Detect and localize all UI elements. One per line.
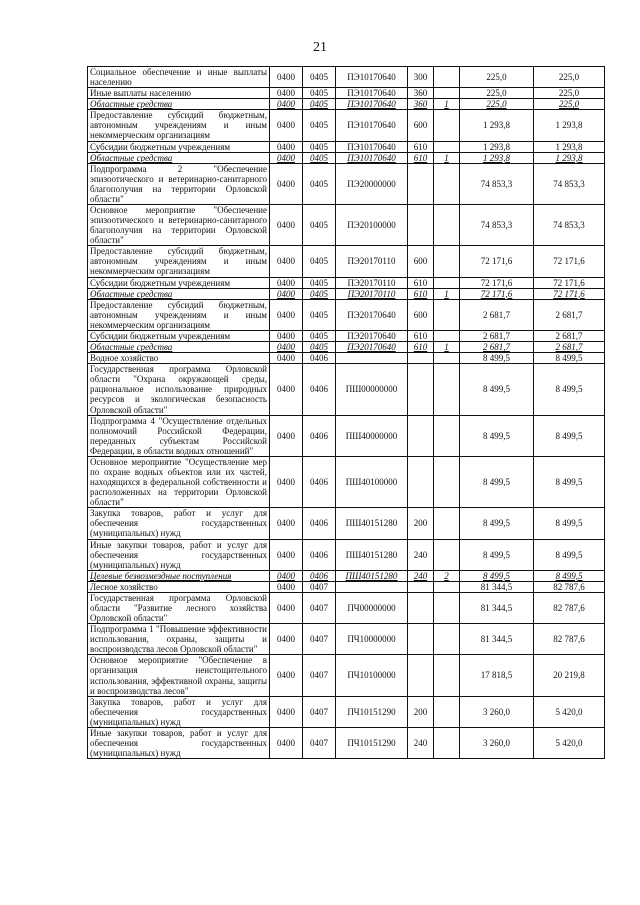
expense-type-cell: 610 <box>408 277 434 288</box>
expense-type-cell <box>408 655 434 696</box>
source-code-cell <box>434 364 460 415</box>
expense-type-cell: 360 <box>408 99 434 110</box>
source-code-cell <box>434 88 460 99</box>
table-row <box>88 330 605 341</box>
section-code-cell: 0400 <box>270 299 303 330</box>
section-code-cell: 0400 <box>270 727 303 758</box>
section-code-cell: 0400 <box>270 581 303 592</box>
row-name-cell: Иные выплаты населению <box>88 88 270 99</box>
amount-cell-1: 81 344,5 <box>460 624 534 655</box>
amount-cell-2: 5 420,0 <box>534 727 605 758</box>
amount-cell-2: 74 853,3 <box>534 163 605 204</box>
amount-cell-1: 74 853,3 <box>460 205 534 246</box>
target-article-cell: ПЭ10170640 <box>336 110 408 141</box>
table-row <box>88 299 605 330</box>
amount-cell-1: 72 171,6 <box>460 277 534 288</box>
section-code-cell: 0400 <box>270 456 303 507</box>
source-code-cell <box>434 246 460 277</box>
subsection-code-cell: 0406 <box>303 539 336 570</box>
section-code-cell: 0400 <box>270 88 303 99</box>
section-code-cell: 0400 <box>270 67 303 88</box>
amount-cell-2: 1 293,8 <box>534 110 605 141</box>
amount-cell-1: 2 681,7 <box>460 299 534 330</box>
row-name-cell: Иные закупки товаров, работ и услуг для обеспечения государственных (муниципальных) нужд <box>88 727 270 758</box>
row-name-cell: Государственная программа Орловской области "Развитие лесного хозяйства Орловской области" <box>88 592 270 623</box>
section-code-cell: 0400 <box>270 277 303 288</box>
amount-cell-2: 82 787,6 <box>534 592 605 623</box>
subsection-code-cell: 0406 <box>303 353 336 364</box>
table-row <box>88 88 605 99</box>
source-code-cell <box>434 592 460 623</box>
expense-type-cell <box>408 415 434 456</box>
subsection-code-cell: 0407 <box>303 624 336 655</box>
row-name-cell: Подпрограмма 1 "Повышение эффективности использования, охраны, защиты и воспроизводства лесов Орловской области" <box>88 624 270 655</box>
amount-cell-1: 3 260,0 <box>460 696 534 727</box>
row-name-cell: Областные средства <box>88 288 270 299</box>
target-article-cell: ПЭ10170640 <box>336 152 408 163</box>
amount-cell-1: 1 293,8 <box>460 110 534 141</box>
amount-cell-1: 2 681,7 <box>460 330 534 341</box>
table-row <box>88 581 605 592</box>
section-code-cell: 0400 <box>270 152 303 163</box>
expense-type-cell: 240 <box>408 539 434 570</box>
table-row <box>88 592 605 623</box>
subsection-code-cell: 0406 <box>303 364 336 415</box>
expense-type-cell <box>408 581 434 592</box>
section-code-cell: 0400 <box>270 696 303 727</box>
expense-type-cell: 240 <box>408 570 434 581</box>
row-name-cell: Областные средства <box>88 152 270 163</box>
amount-cell-1: 72 171,6 <box>460 288 534 299</box>
target-article-cell <box>336 353 408 364</box>
amount-cell-1: 3 260,0 <box>460 727 534 758</box>
target-article-cell: ПЧ10100000 <box>336 655 408 696</box>
amount-cell-2: 8 499,5 <box>534 364 605 415</box>
source-code-cell <box>434 299 460 330</box>
table-row <box>88 570 605 581</box>
subsection-code-cell: 0407 <box>303 581 336 592</box>
target-article-cell: ПШ00000000 <box>336 364 408 415</box>
target-article-cell: ПЭ20100000 <box>336 205 408 246</box>
expense-type-cell <box>408 624 434 655</box>
row-name-cell: Подпрограмма 2 "Обеспечение эпизоотического и ветеринарно-санитарного благополучия на территории Орловской области" <box>88 163 270 204</box>
target-article-cell: ПШ40151280 <box>336 508 408 539</box>
amount-cell-1: 8 499,5 <box>460 353 534 364</box>
budget-table <box>87 66 605 759</box>
expense-type-cell <box>408 364 434 415</box>
amount-cell-2: 8 499,5 <box>534 570 605 581</box>
subsection-code-cell: 0405 <box>303 299 336 330</box>
expense-type-cell: 200 <box>408 696 434 727</box>
target-article-cell <box>336 581 408 592</box>
expense-type-cell: 610 <box>408 342 434 353</box>
table-row <box>88 141 605 152</box>
table-row <box>88 696 605 727</box>
expense-type-cell <box>408 353 434 364</box>
subsection-code-cell: 0407 <box>303 696 336 727</box>
source-code-cell <box>434 655 460 696</box>
section-code-cell: 0400 <box>270 364 303 415</box>
amount-cell-1: 225,0 <box>460 99 534 110</box>
target-article-cell: ПЭ20170110 <box>336 277 408 288</box>
row-name-cell: Водное хозяйство <box>88 353 270 364</box>
row-name-cell: Целевые безвозмездные поступления <box>88 570 270 581</box>
section-code-cell: 0400 <box>270 99 303 110</box>
table-row <box>88 353 605 364</box>
row-name-cell: Закупка товаров, работ и услуг для обеспечения государственных (муниципальных) нужд <box>88 508 270 539</box>
amount-cell-2: 1 293,8 <box>534 141 605 152</box>
subsection-code-cell: 0405 <box>303 152 336 163</box>
subsection-code-cell: 0407 <box>303 592 336 623</box>
row-name-cell: Закупка товаров, работ и услуг для обеспечения государственных (муниципальных) нужд <box>88 696 270 727</box>
target-article-cell: ПЭ20170110 <box>336 288 408 299</box>
expense-type-cell: 200 <box>408 508 434 539</box>
target-article-cell: ПШ40151280 <box>336 570 408 581</box>
amount-cell-2: 8 499,5 <box>534 353 605 364</box>
section-code-cell: 0400 <box>270 624 303 655</box>
target-article-cell: ПШ40100000 <box>336 456 408 507</box>
expense-type-cell <box>408 592 434 623</box>
target-article-cell: ПЭ20170110 <box>336 246 408 277</box>
section-code-cell: 0400 <box>270 205 303 246</box>
amount-cell-1: 8 499,5 <box>460 570 534 581</box>
source-code-cell <box>434 110 460 141</box>
expense-type-cell: 300 <box>408 67 434 88</box>
source-code-cell <box>434 696 460 727</box>
amount-cell-2: 2 681,7 <box>534 299 605 330</box>
section-code-cell: 0400 <box>270 330 303 341</box>
table-row <box>88 67 605 88</box>
page-number: 21 <box>313 40 327 55</box>
target-article-cell: ПЧ10151290 <box>336 727 408 758</box>
amount-cell-2: 5 420,0 <box>534 696 605 727</box>
expense-type-cell: 610 <box>408 330 434 341</box>
section-code-cell: 0400 <box>270 141 303 152</box>
source-code-cell <box>434 141 460 152</box>
expense-type-cell: 240 <box>408 727 434 758</box>
table-row <box>88 456 605 507</box>
row-name-cell: Предоставление субсидий бюджетным, автономным учреждениям и иным некоммерческим организациям <box>88 246 270 277</box>
source-code-cell: 1 <box>434 342 460 353</box>
expense-type-cell: 610 <box>408 141 434 152</box>
table-row <box>88 277 605 288</box>
target-article-cell: ПШ40151280 <box>336 539 408 570</box>
amount-cell-2: 2 681,7 <box>534 342 605 353</box>
target-article-cell: ПЭ10170640 <box>336 141 408 152</box>
subsection-code-cell: 0405 <box>303 67 336 88</box>
target-article-cell: ПЧ10000000 <box>336 624 408 655</box>
amount-cell-2: 20 219,8 <box>534 655 605 696</box>
target-article-cell: ПЧ10151290 <box>336 696 408 727</box>
source-code-cell <box>434 727 460 758</box>
row-name-cell: Государственная программа Орловской области "Охрана окружающей среды, рациональное использование природных ресурсов и экологическая безопасность Орловской области" <box>88 364 270 415</box>
section-code-cell: 0400 <box>270 110 303 141</box>
target-article-cell: ПЭ10170640 <box>336 88 408 99</box>
amount-cell-1: 1 293,8 <box>460 141 534 152</box>
subsection-code-cell: 0406 <box>303 415 336 456</box>
amount-cell-1: 8 499,5 <box>460 415 534 456</box>
subsection-code-cell: 0405 <box>303 163 336 204</box>
amount-cell-2: 2 681,7 <box>534 330 605 341</box>
table-row <box>88 99 605 110</box>
source-code-cell <box>434 353 460 364</box>
section-code-cell: 0400 <box>270 570 303 581</box>
section-code-cell: 0400 <box>270 246 303 277</box>
amount-cell-1: 8 499,5 <box>460 508 534 539</box>
source-code-cell <box>434 277 460 288</box>
amount-cell-1: 81 344,5 <box>460 592 534 623</box>
table-row <box>88 415 605 456</box>
source-code-cell <box>434 67 460 88</box>
section-code-cell: 0400 <box>270 163 303 204</box>
subsection-code-cell: 0405 <box>303 277 336 288</box>
section-code-cell: 0400 <box>270 508 303 539</box>
source-code-cell: 2 <box>434 570 460 581</box>
expense-type-cell: 610 <box>408 288 434 299</box>
subsection-code-cell: 0405 <box>303 141 336 152</box>
amount-cell-1: 225,0 <box>460 88 534 99</box>
row-name-cell: Областные средства <box>88 99 270 110</box>
table-row <box>88 539 605 570</box>
source-code-cell <box>434 624 460 655</box>
expense-type-cell: 360 <box>408 88 434 99</box>
source-code-cell: 1 <box>434 288 460 299</box>
table-row <box>88 288 605 299</box>
row-name-cell: Иные закупки товаров, работ и услуг для обеспечения государственных (муниципальных) нужд <box>88 539 270 570</box>
amount-cell-2: 8 499,5 <box>534 539 605 570</box>
row-name-cell: Субсидии бюджетным учреждениям <box>88 277 270 288</box>
subsection-code-cell: 0405 <box>303 205 336 246</box>
table-body <box>88 67 605 759</box>
row-name-cell: Областные средства <box>88 342 270 353</box>
target-article-cell: ПЭ20170640 <box>336 342 408 353</box>
table-row <box>88 205 605 246</box>
subsection-code-cell: 0405 <box>303 99 336 110</box>
source-code-cell <box>434 508 460 539</box>
source-code-cell <box>434 539 460 570</box>
table-row <box>88 110 605 141</box>
source-code-cell <box>434 330 460 341</box>
amount-cell-2: 74 853,3 <box>534 205 605 246</box>
subsection-code-cell: 0406 <box>303 508 336 539</box>
amount-cell-1: 72 171,6 <box>460 246 534 277</box>
amount-cell-2: 72 171,6 <box>534 246 605 277</box>
table-row <box>88 246 605 277</box>
expense-type-cell: 600 <box>408 246 434 277</box>
amount-cell-2: 8 499,5 <box>534 456 605 507</box>
table-row <box>88 508 605 539</box>
target-article-cell: ПЧ00000000 <box>336 592 408 623</box>
subsection-code-cell: 0406 <box>303 570 336 581</box>
subsection-code-cell: 0405 <box>303 88 336 99</box>
amount-cell-1: 2 681,7 <box>460 342 534 353</box>
source-code-cell <box>434 163 460 204</box>
table-row <box>88 364 605 415</box>
row-name-cell: Основное мероприятие "Обеспечение в организация неистощительного использования, эффективной охраны, защиты и воспроизводства лесов" <box>88 655 270 696</box>
amount-cell-1: 1 293,8 <box>460 152 534 163</box>
table-row <box>88 163 605 204</box>
amount-cell-2: 72 171,6 <box>534 277 605 288</box>
amount-cell-2: 1 293,8 <box>534 152 605 163</box>
table-row <box>88 152 605 163</box>
section-code-cell: 0400 <box>270 592 303 623</box>
source-code-cell <box>434 581 460 592</box>
source-code-cell: 1 <box>434 99 460 110</box>
table-row <box>88 655 605 696</box>
section-code-cell: 0400 <box>270 342 303 353</box>
expense-type-cell <box>408 456 434 507</box>
amount-cell-1: 225,0 <box>460 67 534 88</box>
amount-cell-2: 225,0 <box>534 99 605 110</box>
subsection-code-cell: 0405 <box>303 110 336 141</box>
row-name-cell: Лесное хозяйство <box>88 581 270 592</box>
expense-type-cell: 600 <box>408 299 434 330</box>
amount-cell-2: 225,0 <box>534 67 605 88</box>
amount-cell-1: 8 499,5 <box>460 539 534 570</box>
section-code-cell: 0400 <box>270 539 303 570</box>
target-article-cell: ПШ40000000 <box>336 415 408 456</box>
amount-cell-1: 74 853,3 <box>460 163 534 204</box>
source-code-cell <box>434 415 460 456</box>
amount-cell-2: 72 171,6 <box>534 288 605 299</box>
section-code-cell: 0400 <box>270 415 303 456</box>
target-article-cell: ПЭ20170640 <box>336 299 408 330</box>
source-code-cell <box>434 205 460 246</box>
amount-cell-1: 8 499,5 <box>460 456 534 507</box>
row-name-cell: Субсидии бюджетным учреждениям <box>88 330 270 341</box>
amount-cell-1: 17 818,5 <box>460 655 534 696</box>
source-code-cell: 1 <box>434 152 460 163</box>
row-name-cell: Подпрограмма 4 "Осуществление отдельных полномочий Российской Федерации, переданных субъектам Российской Федерации, в области водных отношений" <box>88 415 270 456</box>
row-name-cell: Основное мероприятие "Осуществление мер по охране водных объектов или их частей, находящихся в федеральной собственности и расположенных на территории Орловской области" <box>88 456 270 507</box>
section-code-cell: 0400 <box>270 353 303 364</box>
amount-cell-1: 8 499,5 <box>460 364 534 415</box>
expense-type-cell: 610 <box>408 152 434 163</box>
row-name-cell: Субсидии бюджетным учреждениям <box>88 141 270 152</box>
subsection-code-cell: 0405 <box>303 330 336 341</box>
subsection-code-cell: 0407 <box>303 655 336 696</box>
amount-cell-2: 8 499,5 <box>534 415 605 456</box>
row-name-cell: Предоставление субсидий бюджетным, автономным учреждениям и иным некоммерческим организациям <box>88 110 270 141</box>
section-code-cell: 0400 <box>270 655 303 696</box>
amount-cell-2: 82 787,6 <box>534 624 605 655</box>
subsection-code-cell: 0405 <box>303 288 336 299</box>
table-row <box>88 727 605 758</box>
expense-type-cell <box>408 205 434 246</box>
amount-cell-2: 8 499,5 <box>534 508 605 539</box>
row-name-cell: Основное мероприятие "Обеспечение эпизоотического и ветеринарно-санитарного благополучия на территории Орловской области" <box>88 205 270 246</box>
target-article-cell: ПЭ20170640 <box>336 330 408 341</box>
target-article-cell: ПЭ10170640 <box>336 67 408 88</box>
expense-type-cell: 600 <box>408 110 434 141</box>
expense-type-cell <box>408 163 434 204</box>
row-name-cell: Предоставление субсидий бюджетным, автономным учреждениям и иным некоммерческим организациям <box>88 299 270 330</box>
source-code-cell <box>434 456 460 507</box>
subsection-code-cell: 0405 <box>303 246 336 277</box>
subsection-code-cell: 0405 <box>303 342 336 353</box>
subsection-code-cell: 0406 <box>303 456 336 507</box>
table-row <box>88 624 605 655</box>
target-article-cell: ПЭ20000000 <box>336 163 408 204</box>
row-name-cell: Социальное обеспечение и иные выплаты населению <box>88 67 270 88</box>
amount-cell-1: 81 344,5 <box>460 581 534 592</box>
table-row <box>88 342 605 353</box>
subsection-code-cell: 0407 <box>303 727 336 758</box>
target-article-cell: ПЭ10170640 <box>336 99 408 110</box>
amount-cell-2: 82 787,6 <box>534 581 605 592</box>
amount-cell-2: 225,0 <box>534 88 605 99</box>
section-code-cell: 0400 <box>270 288 303 299</box>
